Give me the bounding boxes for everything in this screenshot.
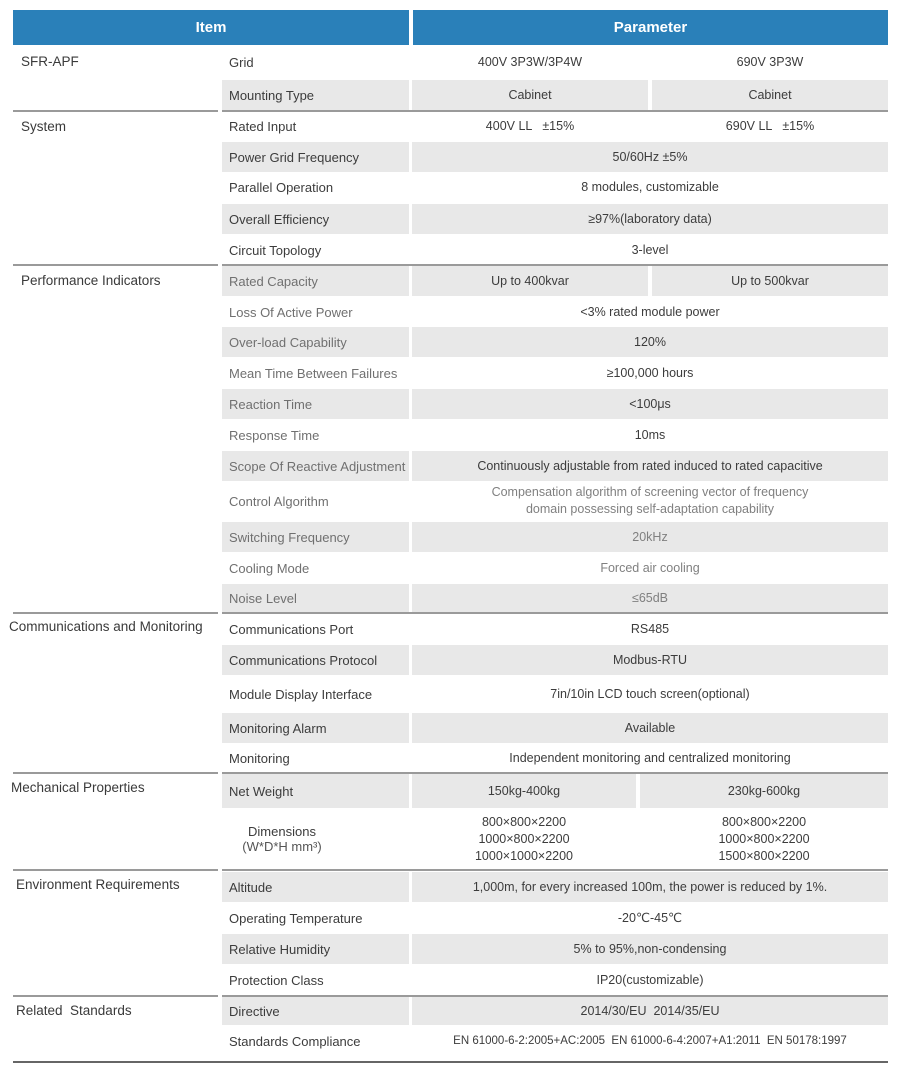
label-line: (W*D*H mm³) [242, 839, 322, 854]
row-label: Cooling Mode [229, 560, 310, 576]
section-divider [13, 264, 218, 266]
table-row [222, 522, 888, 552]
item-header-label: Item [195, 19, 227, 36]
row-label: Reaction Time [222, 389, 409, 419]
row-label [222, 811, 342, 867]
row-value: 20kHz [412, 522, 888, 552]
row-value: 2014/30/EU 2014/35/EU [412, 997, 888, 1025]
row-label: Overall Efficiency [222, 204, 409, 234]
row-value-400v: 400V LL ±15% [485, 118, 575, 133]
row-value-400v: 150kg-400kg [412, 774, 636, 808]
table-row [222, 713, 888, 743]
table-row [222, 389, 888, 419]
row-value: 3-level [631, 242, 669, 257]
section-divider [13, 110, 218, 112]
row-value: <100μs [412, 389, 888, 419]
row-value: EN 61000-6-2:2005+AC:2005 EN 61000-6-4:2007+A1:2011 EN 50178:1997 [453, 1034, 847, 1047]
row-label: Rated Input [229, 118, 297, 134]
row-value-400v [412, 811, 636, 867]
table-row [222, 420, 888, 450]
section-divider [13, 869, 218, 871]
table-row [222, 645, 888, 675]
row-label: Net Weight [222, 774, 409, 808]
row-value-690v [640, 811, 888, 867]
table-row [222, 482, 888, 520]
table-row [222, 1026, 888, 1056]
row-label: Switching Frequency [222, 522, 409, 552]
table-row [222, 327, 888, 357]
dimension-value: 1000×800×2200 [718, 831, 810, 846]
section-sfr-apf: SFR-APF [21, 54, 79, 69]
section-mechanical-properties: Mechanical Properties [11, 780, 145, 795]
row-value-690v: 690V LL ±15% [725, 118, 815, 133]
item-column-header [13, 10, 409, 45]
row-value: ≤65dB [412, 584, 888, 612]
row-value [412, 482, 888, 520]
table-row [222, 903, 888, 933]
table-row [222, 774, 888, 808]
dimension-value: 1500×800×2200 [718, 848, 810, 863]
row-label: Circuit Topology [229, 242, 322, 258]
section-communications-monitoring: Communications and Monitoring [9, 619, 203, 634]
row-value: 8 modules, customizable [581, 179, 719, 194]
row-label: Mean Time Between Failures [229, 365, 398, 381]
row-value: Continuously adjustable from rated induced to rated capacitive [412, 451, 888, 481]
row-label: Communications Port [229, 621, 354, 637]
row-value: 7in/10in LCD touch screen(optional) [550, 686, 750, 701]
row-value: 120% [412, 327, 888, 357]
table-row [222, 584, 888, 612]
row-value: Available [412, 713, 888, 743]
parameter-header-label: Parameter [613, 19, 688, 36]
section-performance-indicators: Performance Indicators [21, 273, 161, 288]
table-row [222, 811, 888, 867]
row-label: Monitoring Alarm [222, 713, 409, 743]
row-value: 1,000m, for every increased 100m, the power is reduced by 1%. [412, 872, 888, 902]
row-value: ≥97%(laboratory data) [412, 204, 888, 234]
row-label: Parallel Operation [229, 179, 334, 195]
row-value: <3% rated module power [580, 304, 720, 319]
parameter-column-header [413, 10, 888, 45]
row-label: Protection Class [229, 972, 324, 988]
row-value-400v: Cabinet [412, 80, 648, 110]
table-bottom-rule [13, 1061, 888, 1063]
table-row [222, 204, 888, 234]
row-label: Loss Of Active Power [229, 304, 353, 320]
row-label: Response Time [229, 427, 320, 443]
table-row [222, 965, 888, 995]
section-divider [13, 612, 218, 614]
dimension-value: 1000×1000×2200 [474, 848, 574, 863]
row-value: 10ms [634, 427, 666, 442]
section-related-standards: Related Standards [16, 1003, 132, 1018]
row-label: Grid [229, 54, 254, 70]
value-line: domain possessing self-adaptation capability [525, 502, 775, 516]
row-value: RS485 [630, 621, 670, 636]
table-row [222, 745, 888, 772]
table-row [222, 172, 888, 202]
table-row [222, 553, 888, 583]
row-label: Mounting Type [222, 80, 409, 110]
row-value: IP20(customizable) [596, 972, 704, 987]
table-row [222, 266, 888, 296]
table-row [222, 997, 888, 1025]
table-row [222, 297, 888, 327]
row-value: 5% to 95%,non-condensing [412, 934, 888, 964]
row-value-690v: Up to 500kvar [652, 266, 888, 296]
row-label: Operating Temperature [229, 910, 363, 926]
row-label: Rated Capacity [222, 266, 409, 296]
row-label: Module Display Interface [229, 686, 373, 702]
row-label: Power Grid Frequency [222, 142, 409, 172]
row-value: ≥100,000 hours [606, 365, 694, 380]
section-environment-requirements: Environment Requirements [16, 877, 180, 892]
row-value: 50/60Hz ±5% [412, 142, 888, 172]
table-row [222, 934, 888, 964]
table-row [222, 142, 888, 172]
row-value-400v: Up to 400kvar [412, 266, 648, 296]
table-row [222, 80, 888, 110]
table-row [222, 614, 888, 644]
dimension-value: 800×800×2200 [721, 814, 807, 829]
row-value-690v: 230kg-600kg [640, 774, 888, 808]
dimension-value: 1000×800×2200 [478, 831, 570, 846]
value-line: Compensation algorithm of screening vector of frequency [491, 485, 809, 499]
row-value: -20℃-45℃ [617, 910, 683, 925]
row-label: Directive [222, 997, 409, 1025]
row-label: Noise Level [222, 584, 409, 612]
dimension-value: 800×800×2200 [481, 814, 567, 829]
section-divider [222, 869, 888, 871]
row-value: Modbus-RTU [412, 645, 888, 675]
row-label: Over-load Capability [222, 327, 409, 357]
table-row [222, 46, 888, 78]
row-value-400v: 400V 3P3W/3P4W [477, 54, 583, 69]
table-row [222, 451, 888, 481]
row-value-690v: Cabinet [652, 80, 888, 110]
label-line: Dimensions [248, 824, 316, 839]
section-divider [13, 995, 218, 997]
row-label: Relative Humidity [222, 934, 409, 964]
row-value-690v: 690V 3P3W [736, 54, 804, 69]
row-value: Forced air cooling [600, 560, 700, 575]
row-label: Control Algorithm [229, 493, 329, 509]
section-divider [13, 772, 218, 774]
table-row [222, 112, 888, 140]
table-row [222, 358, 888, 388]
table-row [222, 677, 888, 711]
section-system: System [21, 119, 67, 134]
row-label: Altitude [222, 872, 409, 902]
row-label: Monitoring [229, 751, 290, 766]
row-label: Standards Compliance [229, 1033, 361, 1049]
row-label: Communications Protocol [222, 645, 409, 675]
table-row [222, 872, 888, 902]
row-value: Independent monitoring and centralized monitoring [509, 751, 791, 765]
table-row [222, 236, 888, 264]
row-label: Scope Of Reactive Adjustment [222, 451, 409, 481]
